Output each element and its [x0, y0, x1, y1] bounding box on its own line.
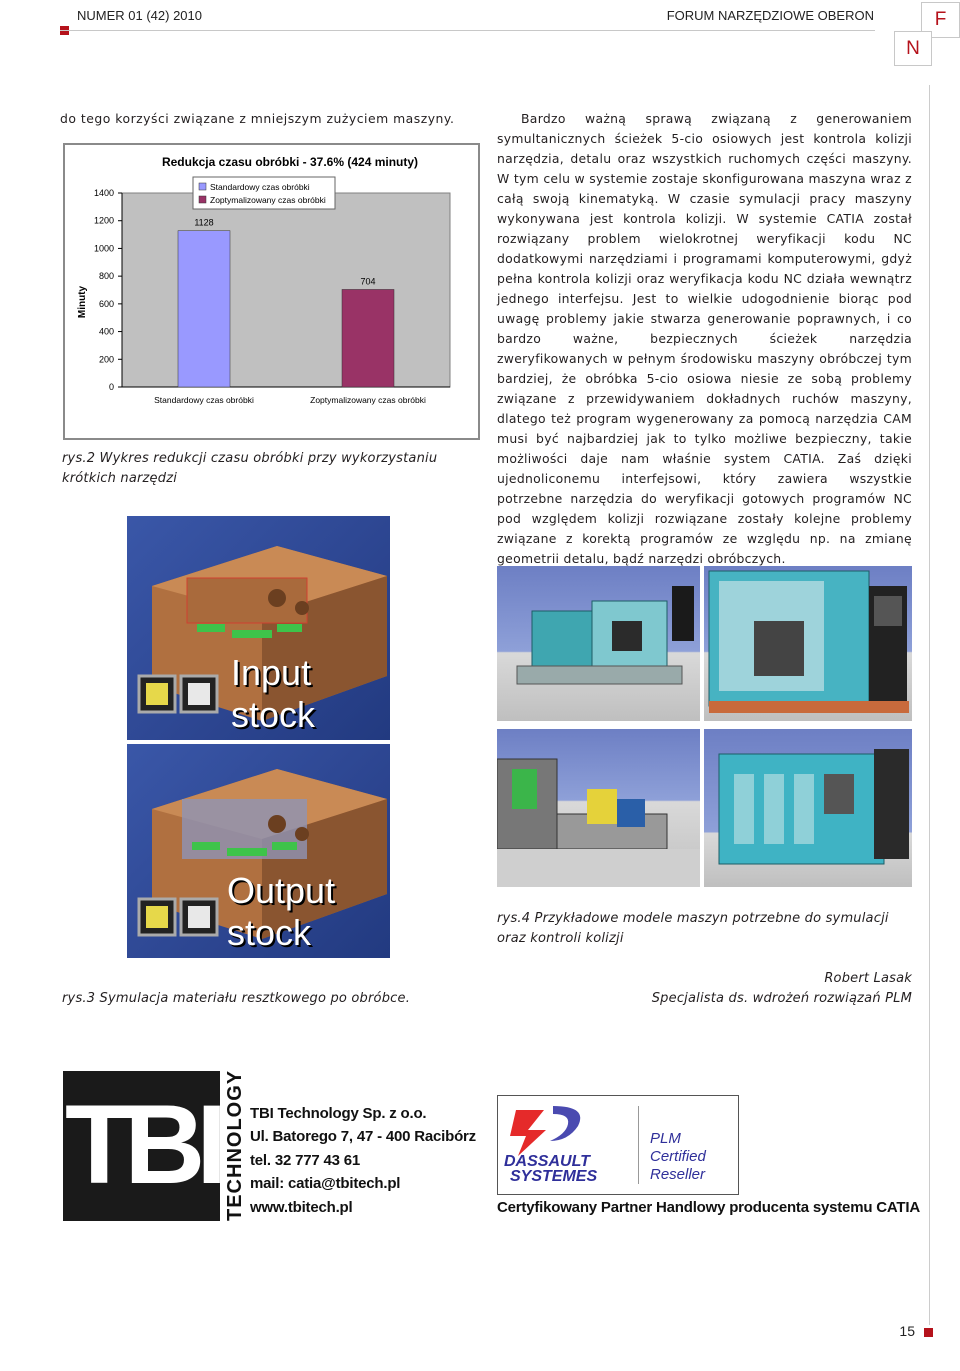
caption-rys3: rys.3 Symulacja materiału resztkowego po obróbce.: [62, 991, 411, 1006]
y-tick-label: 1000: [93, 243, 114, 254]
chart-bar-1: [178, 231, 230, 387]
machine-model-1: [497, 566, 700, 721]
tbi-address: Ul. Batorego 7, 47 - 400 Racibórz: [250, 1128, 476, 1146]
machine-model-3: [497, 729, 700, 887]
y-tick-label: 400: [98, 326, 114, 337]
author-name: Robert Lasak: [824, 971, 912, 986]
legend-label-1: Standardowy czas obróbki: [210, 182, 310, 192]
machine-render-1: [497, 566, 700, 721]
dassault-name-1: DASSAULT: [504, 1153, 590, 1170]
plm-badge-3: Reseller: [650, 1166, 706, 1183]
legend-swatch-1: [199, 183, 206, 190]
plm-badge-2: Certified: [650, 1148, 706, 1165]
header-rule: [60, 30, 875, 31]
output-stock-label: [227, 870, 335, 954]
intro-line: do tego korzyści związane z mniejszym zużyciem maszyny.: [60, 111, 455, 126]
dassault-divider: [638, 1106, 639, 1184]
y-tick-label: 200: [98, 354, 114, 365]
legend-swatch-2: [199, 196, 206, 203]
tbi-logo-letters: TBI: [65, 1082, 219, 1207]
dassault-logo: [497, 1095, 739, 1195]
caption-rys4: rys.4 Przykładowe modele maszyn potrzebne do symulacji oraz kontroli kolizji: [497, 911, 889, 946]
tbi-phone: tel. 32 777 43 61: [250, 1151, 361, 1169]
dassault-name-2: SYSTEMES: [510, 1168, 598, 1185]
plm-badge: [650, 1130, 740, 1184]
chart-title: Redukcja czasu obróbki - 37.6% (424 minuty): [161, 155, 419, 169]
machine-render-4: [704, 729, 912, 887]
machine-model-2: [704, 566, 912, 721]
machine-render-3: [497, 729, 700, 887]
output-label-1: Output: [227, 870, 336, 911]
tbi-company: TBI Technology Sp. z o.o.: [250, 1105, 427, 1122]
body-paragraph: Bardzo ważną sprawą związaną z generowaniem symultanicznych ścieżek 5-cio osiowych jest kontrola kolizji narzędzia, detalu oraz wszystkich ruchomych części maszyny. W tym celu w systemie zostaje skonfigurowana maszyna wraz z całą swoją kinematyką. W czasie symulacji pracy maszyny wykonywana jest kontrola kolizji. W systemie CATIA został rozwiązany problem wielokrotnej weryfikacji kodu NC dodatkowymi narzędziami i programami komputerowymi, gdyż pełna kontrola kolizji oraz weryfikacja kodu NC działa wewnątrz jednego interfejsu. Jest to wielkie udogodnienie biorąc pod uwagę problemy jakie stwarza generowanie poprawnych, i co bardzo ważne, bezpiecznych ścieżek narzędzia zweryfikowanych w pełnym środowisku maszyny obróbczej tym bardziej, że obróbka 5-cio osiowa niesie ze sobą problemy związane z przewidywaniem dokładnych ruchów maszyny, dlatego też program wygenerowany za pomocą narzędzia CAM musi być najbardziej jak to tylko możliwe bezpieczny, takie możliwości daje nam właśnie system CATIA. Zaś dzięki ujednoliconemu interfejsowi, który zawiera wszystkie potrzebne narzędzia do weryfikacji gotowych programów NC pod względem kolizji rozwiązane zostały kolejne problemy związane z korektą programów ze względu np. na zmianę geometrii detalu, bądź narzędzi obróbczych.: [497, 111, 912, 566]
machine-model-4: [704, 729, 912, 887]
tbi-logo-side-text: TECHNOLOGY: [224, 1069, 246, 1221]
y-tick-label: 1200: [93, 215, 114, 226]
chart-category-label-2: Zoptymalizowany czas obróbki: [310, 395, 426, 405]
chart-bar-value-1: 1128: [194, 217, 214, 228]
output-label-2: stock: [227, 912, 312, 953]
input-stock-image: [127, 516, 390, 740]
dassault-name: [504, 1154, 634, 1184]
issue-number: NUMER 01 (42) 2010: [77, 8, 202, 23]
y-tick-label: 1400: [93, 188, 114, 198]
forum-title: FORUM NARZĘDZIOWE OBERON: [666, 8, 874, 23]
caption-rys2: rys.2 Wykres redukcji czasu obróbki przy wykorzystaniu krótkich narzędzi: [62, 451, 438, 486]
tbi-contact: [250, 1102, 490, 1219]
plm-badge-1: PLM: [650, 1130, 681, 1147]
chart-bar-2: [342, 289, 394, 387]
tab-letter-n: N: [894, 31, 932, 66]
chart-y-label: Minuty: [77, 285, 88, 319]
chart-bar-value-2: 704: [360, 276, 376, 287]
y-tick-label: 600: [98, 298, 114, 309]
right-margin-rule: [929, 85, 930, 1325]
page-number: 15: [899, 1323, 915, 1339]
tbi-website[interactable]: www.tbitech.pl: [250, 1198, 353, 1216]
output-stock-image: [127, 744, 390, 958]
author-role: Specjalista ds. wdrożeń rozwiązań PLM: [651, 991, 912, 1006]
input-label-1: Input: [231, 652, 312, 693]
input-stock-label: [231, 652, 315, 736]
reduction-chart: [63, 143, 480, 440]
chart-plot-area: [122, 193, 450, 387]
machine-render-2: [704, 566, 912, 721]
partner-statement: Certyfikowany Partner Handlowy producenta systemu CATIA: [497, 1199, 920, 1216]
tbi-mail[interactable]: mail: catia@tbitech.pl: [250, 1175, 401, 1193]
tab-letter-f: F: [921, 2, 960, 38]
y-tick-label: 0: [108, 382, 114, 392]
chart-category-label-1: Standardowy czas obróbki: [154, 395, 254, 405]
chart-svg: [65, 145, 478, 438]
tbi-logo: [63, 1071, 244, 1221]
legend-label-2: Zoptymalizowany czas obróbki: [210, 195, 326, 205]
footer-marker: [924, 1328, 933, 1337]
input-label-2: stock: [231, 694, 316, 735]
y-tick-label: 800: [98, 271, 114, 282]
